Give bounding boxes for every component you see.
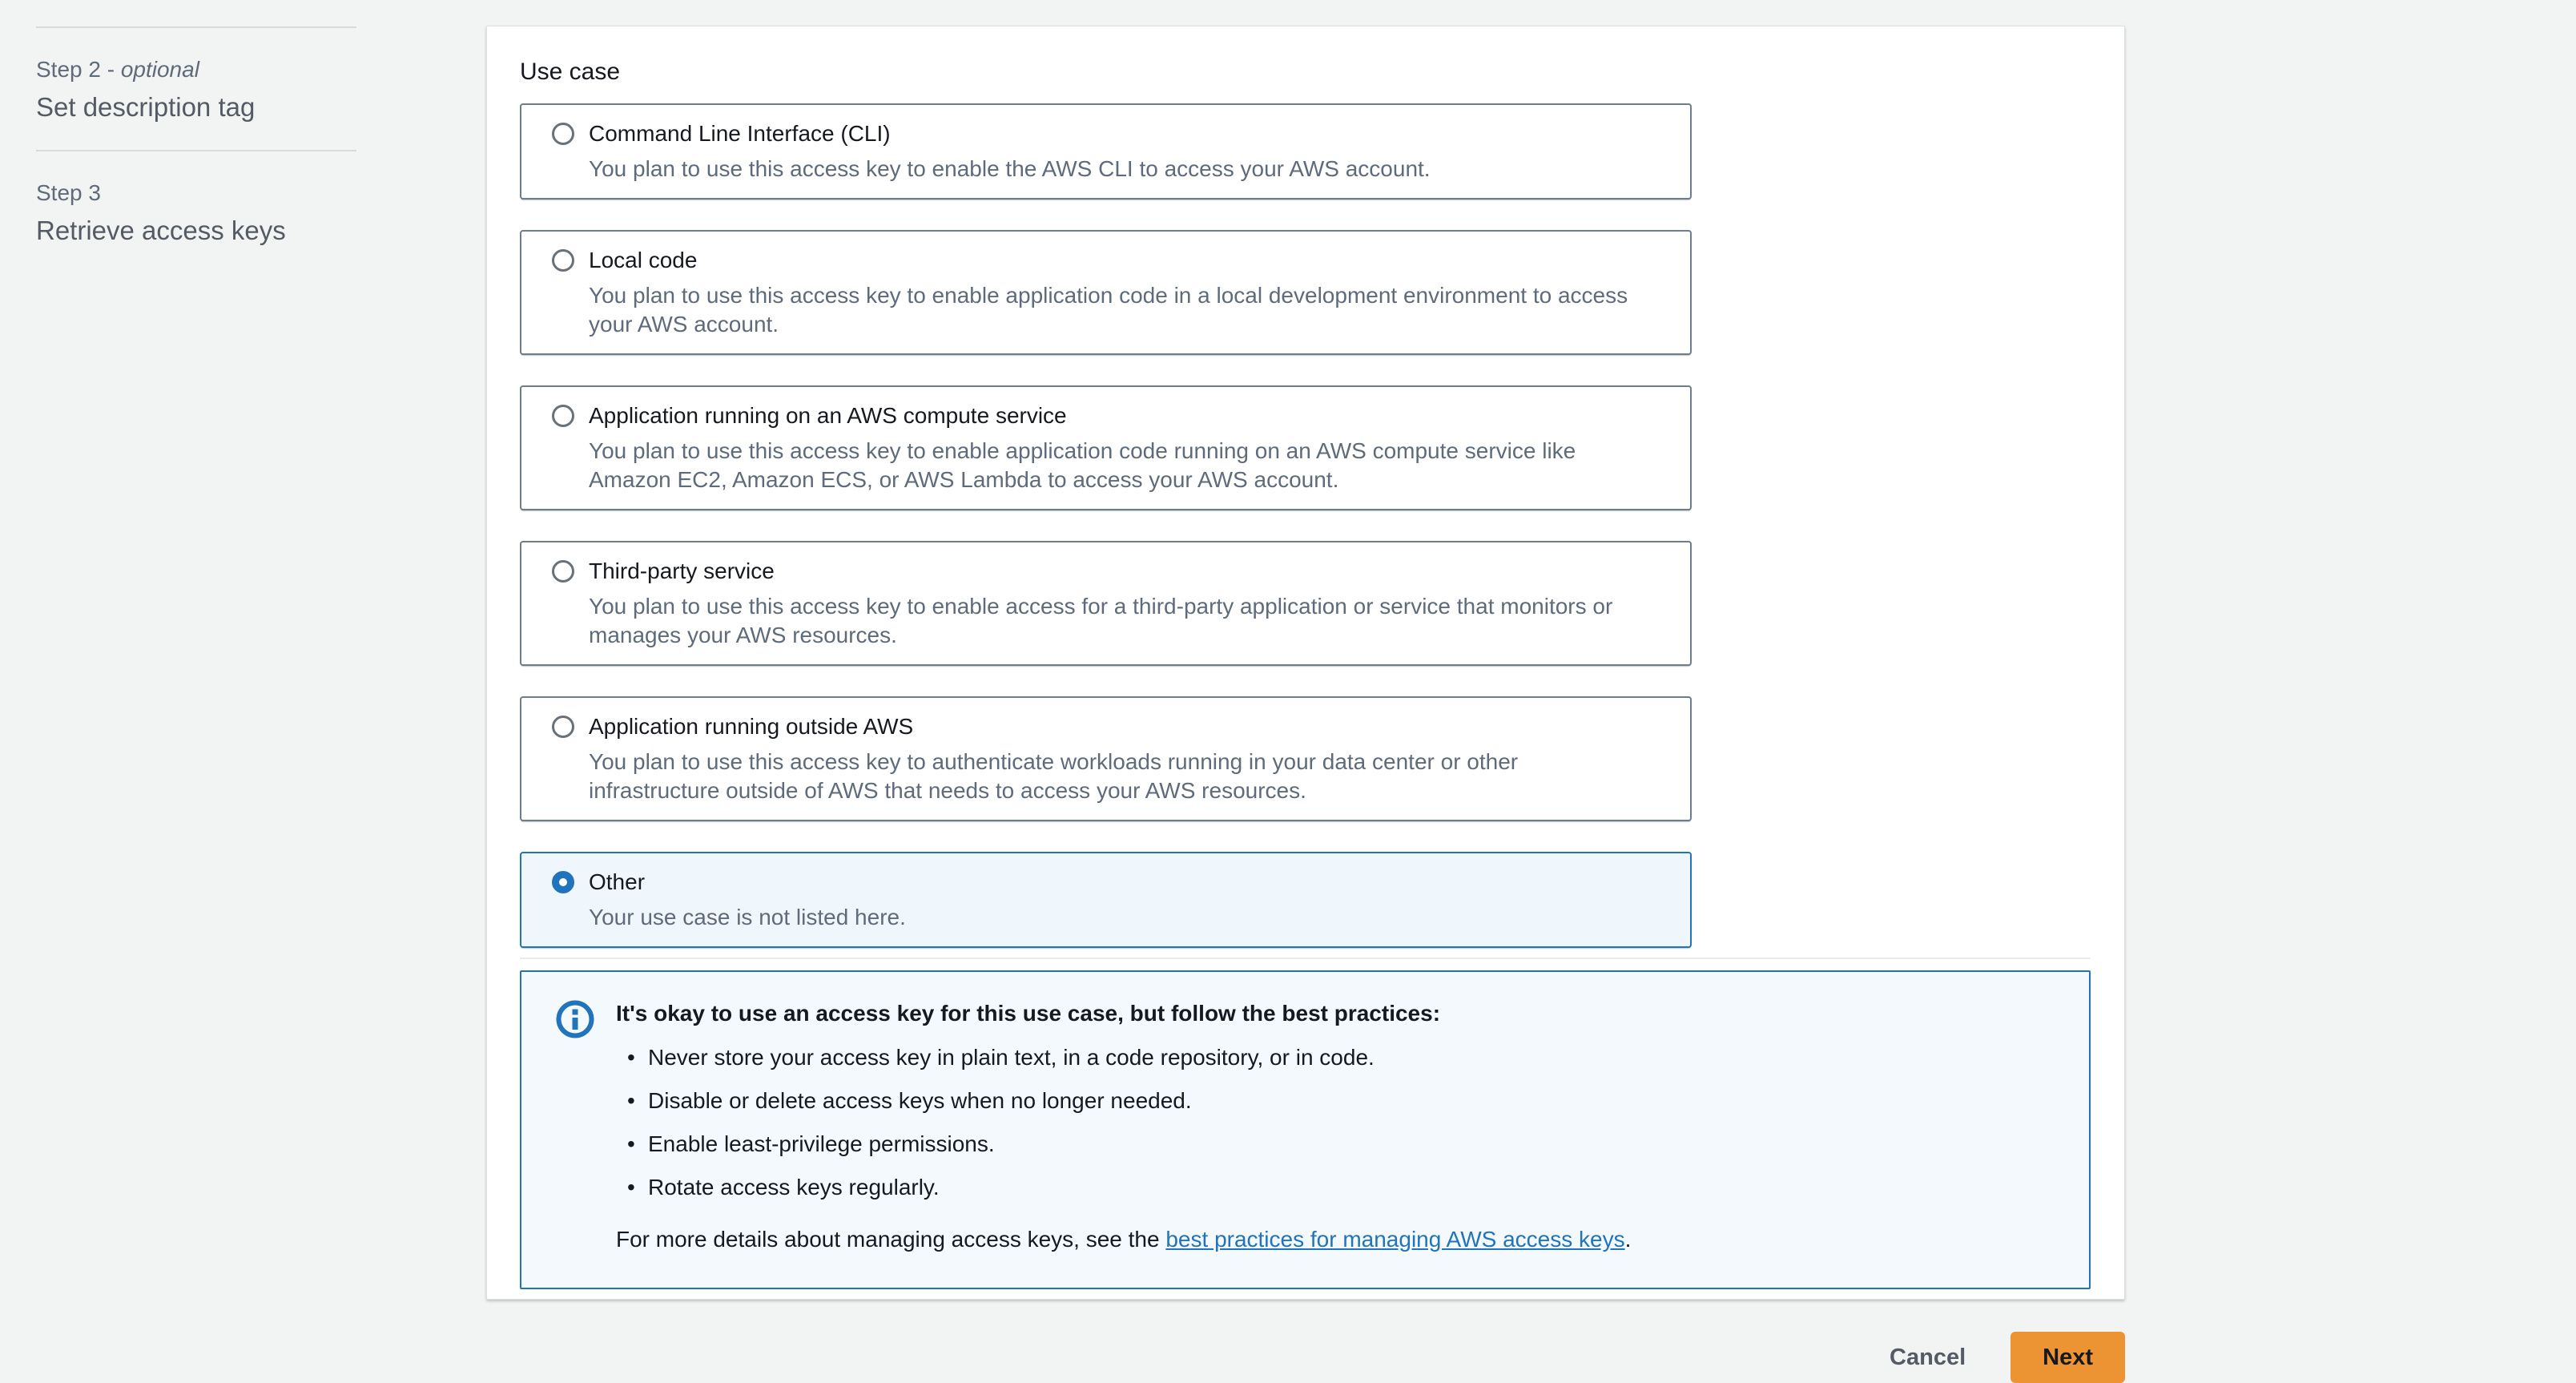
step-2-label: Step 2 - optional — [36, 57, 199, 82]
wizard-step-3 — [36, 150, 356, 246]
alert-footer-text: For more details about managing access keys, see the best practices for managing AWS access keys. — [616, 1227, 1632, 1252]
list-item: • Rotate access keys regularly. — [616, 1172, 2063, 1203]
best-practices-info-alert — [520, 970, 2091, 1289]
use-case-tile-aws-compute-service[interactable] — [520, 385, 1692, 510]
use-case-label: Application running outside AWS — [589, 714, 914, 739]
radio-selected-icon[interactable] — [552, 871, 574, 893]
use-case-description: You plan to use this access key to enable the AWS CLI to access your AWS account. — [589, 156, 1431, 181]
radio-icon[interactable] — [552, 249, 574, 272]
list-item: • Never store your access key in plain text, in a code repository, or in code. — [616, 1042, 2063, 1073]
info-icon — [555, 999, 595, 1043]
step-2-title: Set description tag — [36, 92, 256, 122]
use-case-description: You plan to use this access key to enable application code in a local development environment to access your AWS account. — [589, 283, 1628, 337]
use-case-tile-local-code[interactable] — [520, 230, 1692, 355]
best-practices-link[interactable]: best practices for managing AWS access keys — [1165, 1227, 1625, 1252]
use-case-label: Application running on an AWS compute service — [589, 403, 1067, 428]
use-case-tile-third-party-service[interactable] — [520, 541, 1692, 666]
step-2-optional-label: optional — [120, 57, 199, 82]
use-case-description: You plan to use this access key to enable access for a third-party application or service that monitors or manages your AWS resources. — [589, 594, 1613, 647]
use-case-panel — [486, 26, 2125, 1300]
use-case-description: Your use case is not listed here. — [589, 905, 906, 929]
use-case-label: Third-party service — [589, 558, 775, 583]
use-case-label: Local code — [589, 248, 698, 272]
radio-icon[interactable] — [552, 405, 574, 427]
list-item: • Enable least-privilege permissions. — [616, 1129, 2063, 1159]
radio-icon[interactable] — [552, 716, 574, 738]
use-case-section-label: Use case — [520, 58, 621, 85]
use-case-tile-cli[interactable] — [520, 103, 1692, 200]
use-case-description: You plan to use this access key to enable application code running on an AWS compute service like Amazon EC2, Amazon ECS, or AWS Lambda to access your AWS account. — [589, 438, 1576, 492]
radio-icon[interactable] — [552, 560, 574, 583]
use-case-label: Other — [589, 869, 646, 894]
wizard-step-2 — [36, 26, 356, 123]
cancel-button[interactable]: Cancel — [1882, 1345, 1974, 1371]
use-case-tile-other[interactable] — [520, 852, 1692, 948]
list-item: • Disable or delete access keys when no longer needed. — [616, 1086, 2063, 1116]
use-case-label: Command Line Interface (CLI) — [589, 121, 891, 146]
use-case-description: You plan to use this access key to authenticate workloads running in your data center or other infrastructure outside of AWS that needs to access your AWS resources. — [589, 749, 1519, 803]
section-divider — [520, 958, 2091, 959]
use-case-radio-group — [520, 103, 1692, 948]
alert-heading: It's okay to use an access key for this use case, but follow the best practices: — [616, 1001, 1441, 1026]
step-3-label: Step 3 — [36, 180, 101, 205]
best-practices-list — [616, 1042, 2063, 1203]
step-3-title: Retrieve access keys — [36, 216, 286, 245]
use-case-tile-outside-aws[interactable] — [520, 696, 1692, 821]
wizard-actions — [486, 1332, 2125, 1383]
next-button[interactable]: Next — [2010, 1332, 2125, 1383]
radio-icon[interactable] — [552, 123, 574, 145]
wizard-steps-sidebar — [36, 0, 356, 246]
